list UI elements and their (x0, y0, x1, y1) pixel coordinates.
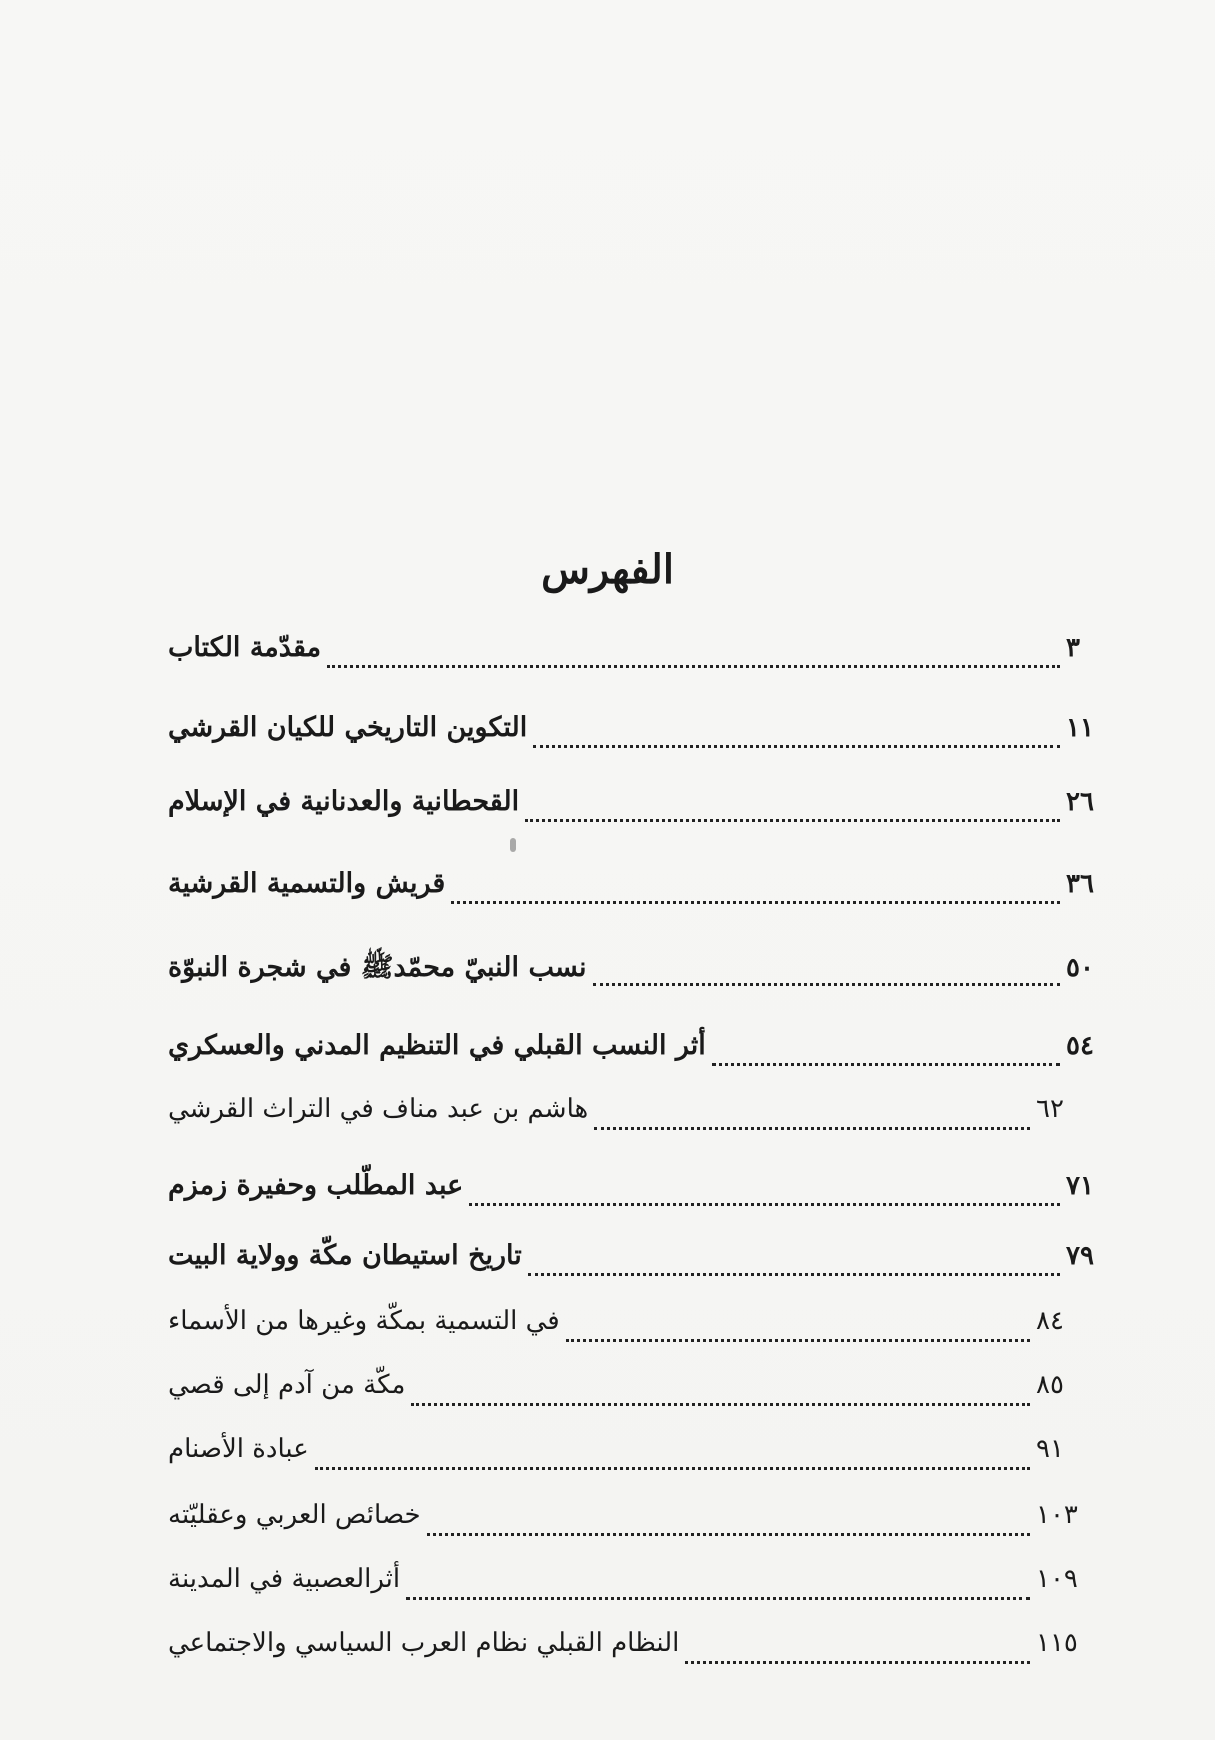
toc-entry-page: ٨٥ (1036, 1370, 1064, 1400)
toc-entry-page: ٧١ (1066, 1171, 1094, 1201)
toc-entry-page: ٢٦ (1066, 787, 1094, 817)
toc-entry-label: مقدّمة الكتاب (168, 632, 322, 663)
toc-entry-label: تاريخ استيطان مكّة وولاية البيت (168, 1240, 522, 1271)
toc-leader-dots (315, 1467, 1030, 1470)
toc-entry-label: النظام القبلي نظام العرب السياسي والاجتماعي (168, 1628, 680, 1658)
toc-entry-label: عبادة الأصنام (168, 1434, 309, 1464)
toc-leader-dots (327, 665, 1060, 668)
toc-entry-page: ٣٦ (1066, 869, 1094, 899)
toc-leader-dots (594, 1127, 1030, 1130)
toc-leader-dots (712, 1063, 1060, 1066)
toc-leader-dots (533, 745, 1060, 748)
page-title: الفهرس (541, 546, 674, 593)
toc-entry-page: ٦٢ (1036, 1094, 1064, 1124)
toc-subentry (160, 1500, 1080, 1552)
toc-entry (160, 1030, 1110, 1082)
toc-entry (160, 950, 1110, 1002)
toc-entry (160, 1240, 1110, 1292)
toc-entry-label: التكوين التاريخي للكيان القرشي (168, 712, 528, 743)
toc-entry-page: ٥٠ (1066, 953, 1094, 983)
toc-subentry (160, 1628, 1080, 1680)
toc-entry-page: ٩١ (1036, 1434, 1064, 1464)
toc-entry (160, 1170, 1110, 1222)
toc-entry-page: ١١٥ (1036, 1628, 1078, 1658)
toc-leader-dots (411, 1403, 1030, 1406)
toc-entry-label: خصائص العربي وعقليّته (168, 1500, 421, 1530)
toc-entry-page: ٨٤ (1036, 1306, 1064, 1336)
toc-subentry (160, 1434, 1080, 1486)
toc-leader-dots (469, 1203, 1060, 1206)
toc-leader-dots (593, 983, 1060, 986)
toc-subentry (160, 1564, 1080, 1616)
toc-entry (160, 868, 1110, 920)
scan-speck (510, 838, 516, 852)
toc-entry-page: ٣ (1066, 633, 1080, 663)
toc-entry-label: نسب النبيّ محمّدﷺ في شجرة النبوّة (168, 952, 587, 983)
toc-entry-label: مكّة من آدم إلى قصي (168, 1370, 406, 1400)
toc-leader-dots (566, 1339, 1030, 1342)
toc-entry-label: القحطانية والعدنانية في الإسلام (168, 786, 520, 817)
toc-entry-label: أثرالعصبية في المدينة (168, 1564, 401, 1594)
toc-entry-label: قريش والتسمية القرشية (168, 868, 446, 899)
toc-entry-label: عبد المطّلب وحفيرة زمزم (168, 1170, 464, 1201)
toc-subentry (160, 1094, 1080, 1146)
toc-leader-dots (528, 1273, 1060, 1276)
toc-subentry (160, 1370, 1080, 1422)
toc-leader-dots (406, 1597, 1030, 1600)
toc-entry-label: أثر النسب القبلي في التنظيم المدني والعسكري (168, 1030, 706, 1061)
toc-entry (160, 786, 1110, 838)
toc-subentry (160, 1306, 1080, 1358)
toc-entry-page: ١٠٩ (1036, 1564, 1078, 1594)
toc-leader-dots (427, 1533, 1030, 1536)
toc-entry-page: ٥٤ (1066, 1031, 1094, 1061)
toc-leader-dots (451, 901, 1060, 904)
toc-entry-page: ٧٩ (1066, 1241, 1094, 1271)
toc-leader-dots (525, 819, 1060, 822)
toc-entry-label: في التسمية بمكّة وغيرها من الأسماء (168, 1306, 560, 1336)
toc-leader-dots (685, 1661, 1030, 1664)
toc-entry-label: هاشم بن عبد مناف في التراث القرشي (168, 1094, 589, 1124)
toc-entry-page: ١٠٣ (1036, 1500, 1078, 1530)
toc-entry (160, 712, 1110, 764)
toc-entry (160, 632, 1110, 684)
toc-entry-page: ١١ (1066, 713, 1094, 743)
